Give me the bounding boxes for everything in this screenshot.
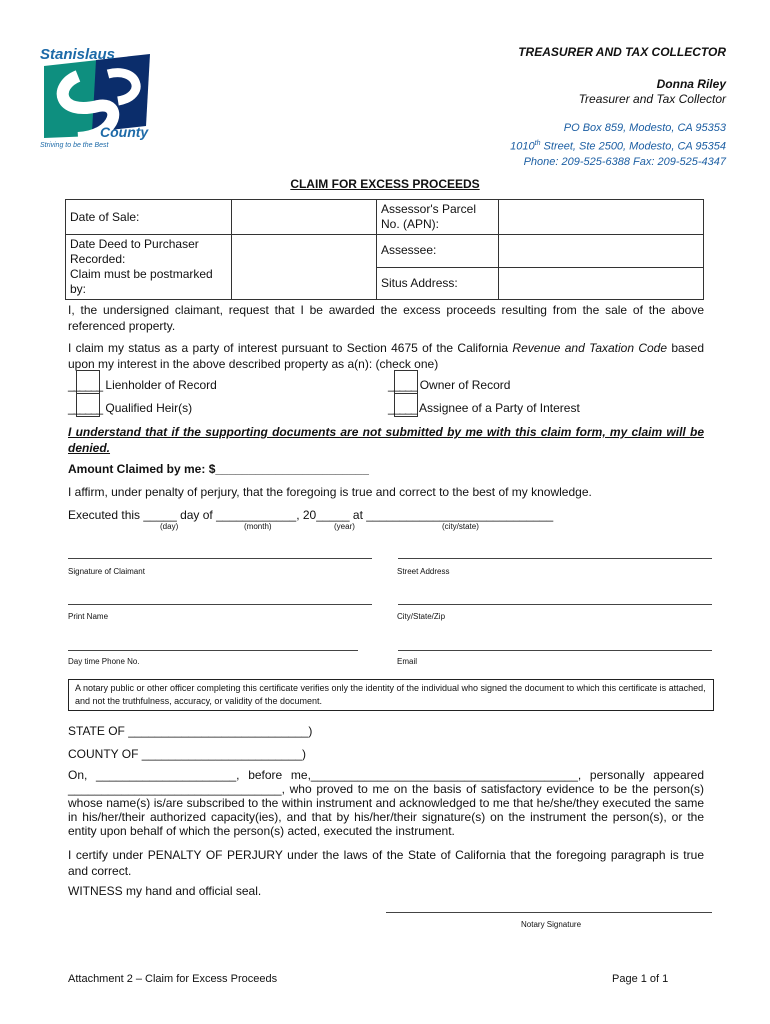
logo-wordmark-stanislaus: Stanislaus xyxy=(40,46,116,63)
notary-notice-box: A notary public or other officer completing this certificate verifies only the identity of the individual who signed the document to which this certificate is attached, and not the truthfulness, accuracy, or validity of the document. xyxy=(68,679,714,711)
option-owner: _____ Owner of Record xyxy=(388,378,511,392)
county-logo xyxy=(38,46,153,154)
certify-statement: I certify under PENALTY OF PERJURY under the laws of the State of California that the foregoing paragraph is true and correct. xyxy=(68,848,704,878)
notary-signature-line[interactable] xyxy=(386,912,712,913)
label-date-deed: Date Deed to Purchaser Recorded: xyxy=(70,237,199,266)
phone-fax: Phone: 209-525-6388 Fax: 209-525-4347 xyxy=(523,155,726,168)
field-date-of-sale[interactable] xyxy=(232,200,377,235)
property-info-table xyxy=(65,199,704,300)
notary-acknowledgment: On, _____________________, before me,________________________________________, personally appeared ________________________________, who proved to me on the basis of satisfactory evidence to be the person(s) whose name(s) is/are subscribed to the within instrument and acknowledged to me that he/she/they executed the same in his/her/their authorized capacity(ies), and that by his/her/their signature(s) on the instrument the person(s), or the entity upon behalf of which the person(s) acted, executed the instrument. xyxy=(68,768,704,838)
label-signature: Signature of Claimant xyxy=(68,567,145,576)
label-claim-postmarked: Claim must be postmarked by: xyxy=(70,267,213,296)
option-assignee: _____ Assignee of a Party of Interest xyxy=(388,401,580,415)
amount-claimed: Amount Claimed by me: $_______________________ xyxy=(68,462,369,476)
label-situs-address: Situs Address: xyxy=(377,267,499,300)
status-paragraph: I claim my status as a party of interest pursuant to Section 4675 of the California Revenue and Taxation Code based upon my interest in the above described property as a(n): (check one) xyxy=(68,341,705,371)
label-city-state-zip: City/State/Zip xyxy=(397,612,446,621)
official-role: Treasurer and Tax Collector xyxy=(578,92,726,106)
label-month: (month) xyxy=(244,522,272,531)
option-qualified-heir: ______ Qualified Heir(s) xyxy=(68,401,193,415)
county-of-line: COUNTY OF ________________________) xyxy=(68,747,306,761)
warning-notice: I understand that if the supporting documents are not submitted by me with this claim form, my claim will be denied. xyxy=(68,425,704,455)
label-notary-signature: Notary Signature xyxy=(521,920,582,929)
footer-document-name: Attachment 2 – Claim for Excess Proceeds xyxy=(68,973,278,985)
logo-tagline: Striving to be the Best xyxy=(40,142,109,149)
phone-line[interactable] xyxy=(68,650,358,651)
option-lienholder: ______ Lienholder of Record xyxy=(68,378,217,392)
office-address xyxy=(510,121,726,170)
field-apn[interactable] xyxy=(499,200,704,235)
executed-line: Executed this _____ day of ____________, 20_____ at ____________________________ xyxy=(68,508,554,522)
label-street-address: Street Address xyxy=(397,567,450,576)
email-line[interactable] xyxy=(398,650,712,651)
city-state-zip-line[interactable] xyxy=(398,604,712,605)
field-assessee[interactable] xyxy=(499,235,704,268)
logo-wordmark-county: County xyxy=(100,124,149,140)
office-title: TREASURER AND TAX COLLECTOR xyxy=(518,45,726,59)
state-of-line: STATE OF ___________________________) xyxy=(68,724,313,738)
label-date-of-sale: Date of Sale: xyxy=(66,200,232,235)
label-city-state: (city/state) xyxy=(442,522,479,531)
label-deed-and-postmark xyxy=(66,235,232,300)
field-situs-address[interactable] xyxy=(499,267,704,300)
signature-line[interactable] xyxy=(68,558,372,559)
witness-statement: WITNESS my hand and official seal. xyxy=(68,884,262,898)
label-print-name: Print Name xyxy=(68,612,109,621)
official-name: Donna Riley xyxy=(656,77,726,91)
label-phone: Day time Phone No. xyxy=(68,657,140,666)
affirm-statement: I affirm, under penalty of perjury, that the foregoing is true and correct to the best of my knowledge. xyxy=(68,485,592,499)
address-line-1: PO Box 859, Modesto, CA 95353 xyxy=(563,122,726,134)
field-deed-and-postmark[interactable] xyxy=(232,235,377,300)
label-year: (year) xyxy=(334,522,355,531)
label-assessee: Assessee: xyxy=(377,235,499,268)
form-title: CLAIM FOR EXCESS PROCEEDS xyxy=(290,177,480,191)
street-address-line[interactable] xyxy=(398,558,712,559)
label-email: Email xyxy=(397,657,418,666)
label-apn: Assessor's Parcel No. (APN): xyxy=(377,200,499,235)
address-line-2: 1010th Street, Ste 2500, Modesto, CA 95354 xyxy=(510,140,726,153)
label-day: (day) xyxy=(160,522,179,531)
footer-page-number: Page 1 of 1 xyxy=(612,973,669,985)
request-paragraph: I, the undersigned claimant, request that I be awarded the excess proceeds resulting from the sale of the above referenced property. xyxy=(68,303,704,333)
print-name-line[interactable] xyxy=(68,604,372,605)
